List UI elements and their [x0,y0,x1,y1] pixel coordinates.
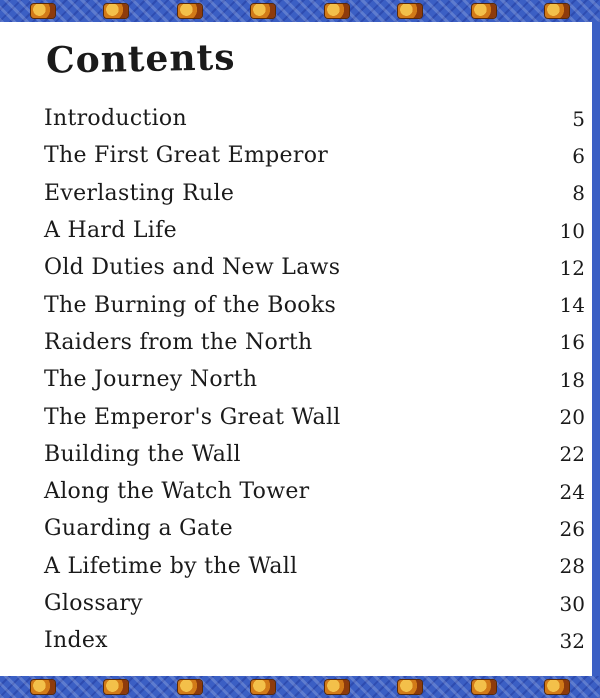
toc-entry-title: Introduction [44,106,187,132]
toc-entry-title: Index [44,628,108,654]
toc-entry-title: Old Duties and New Laws [44,255,341,281]
toc-entry-title: The Burning of the Books [44,292,337,318]
ornament-icon [545,4,569,18]
ornament-icon [251,4,275,18]
ornament-icon [104,680,128,694]
page-title: Contents [45,36,236,82]
toc-entry-title: Raiders from the North [44,329,313,355]
toc-entry[interactable] [44,510,589,547]
toc-entry-title: Building the Wall [44,441,241,467]
toc-entry-page: 8 [572,181,585,206]
toc-entry-title: The Emperor's Great Wall [44,404,341,430]
top-decorative-border [0,0,600,22]
toc-entry-page: 6 [572,143,585,168]
toc-entry[interactable] [44,436,589,473]
toc-entry-title: The Journey North [44,367,258,393]
toc-entry[interactable] [44,622,589,659]
toc-entry-page: 20 [559,405,585,430]
toc-entry[interactable] [44,100,589,137]
ornament-icon [104,4,128,18]
toc-entry[interactable] [44,361,589,398]
toc-entry-page: 24 [559,479,585,504]
ornament-icon [325,680,349,694]
toc-entry-title: Glossary [44,591,143,616]
toc-entry-page: 16 [559,330,585,355]
toc-entry-page: 22 [559,442,585,467]
toc-entry[interactable] [44,212,589,249]
toc-entry-page: 12 [559,255,585,280]
toc-entry-page: 5 [572,106,585,131]
ornament-icon [251,680,275,694]
toc-entry[interactable] [44,585,589,622]
toc-entry-page: 18 [559,367,585,392]
right-decorative-border [592,22,600,676]
ornament-icon [398,680,422,694]
toc-entry-page: 32 [559,628,585,653]
toc-entry-page: 26 [559,516,585,541]
toc-entry-page: 30 [559,591,585,616]
ornament-icon [472,680,496,694]
ornament-icon [31,4,55,18]
toc-entry[interactable] [44,137,589,174]
bottom-decorative-border [0,676,600,698]
ornament-icon [398,4,422,18]
ornament-icon [31,680,55,694]
ornament-icon [545,680,569,694]
ornament-icon [325,4,349,18]
toc-entry-title: Guarding a Gate [44,516,233,542]
toc-entry[interactable] [44,473,589,510]
toc-entry-page: 10 [559,218,585,243]
toc-entry-page: 28 [559,554,585,579]
ornament-icon [178,4,202,18]
toc-entry[interactable] [44,324,589,361]
toc-entry-title: Everlasting Rule [44,180,235,206]
toc-entry-title: A Lifetime by the Wall [44,553,298,579]
toc-entry-title: A Hard Life [44,218,177,244]
table-of-contents [44,100,589,659]
ornament-icon [178,680,202,694]
toc-entry[interactable] [44,175,589,212]
ornament-icon [472,4,496,18]
toc-entry[interactable] [44,286,589,323]
toc-entry-page: 14 [559,293,585,318]
toc-entry-title: The First Great Emperor [44,143,329,169]
toc-entry[interactable] [44,548,589,585]
toc-entry-title: Along the Watch Tower [44,479,310,505]
toc-entry[interactable] [44,398,589,435]
toc-entry[interactable] [44,249,589,286]
